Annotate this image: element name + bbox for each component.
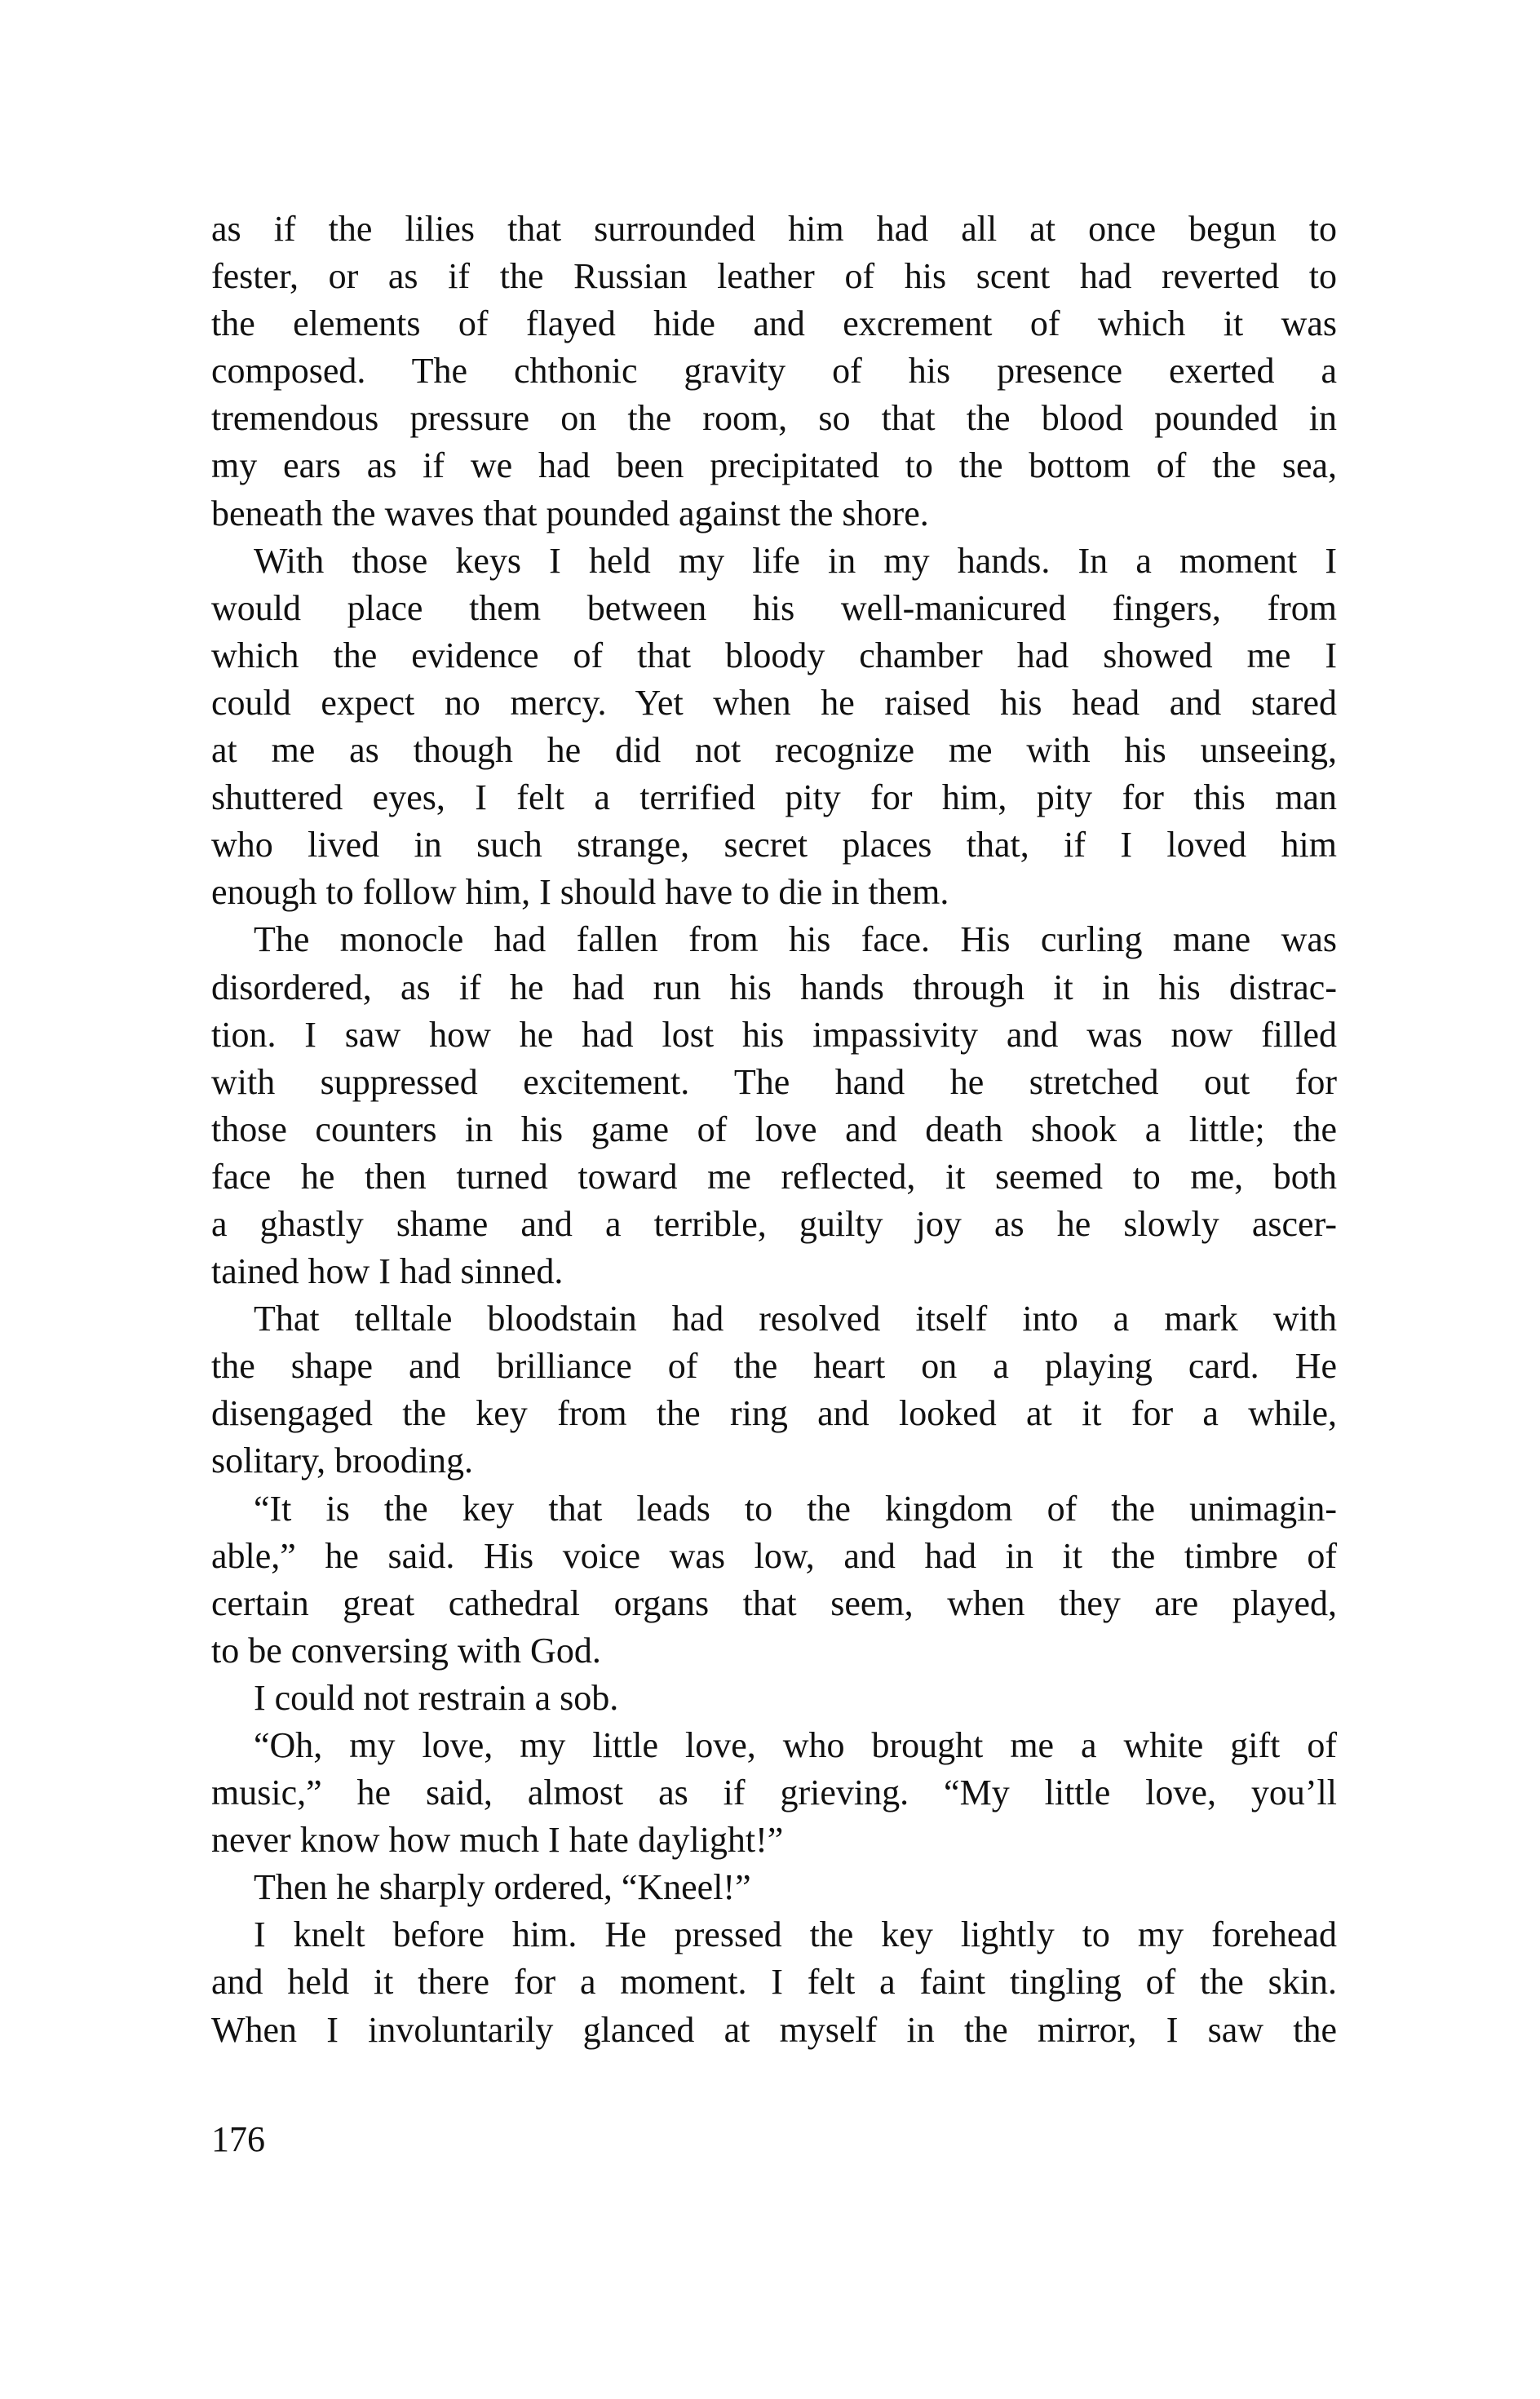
text-line: beneath the waves that pounded against the shore. xyxy=(211,493,929,533)
text-line: With those keys I held my life in my hands. In a moment I xyxy=(254,540,1337,581)
page-body-text xyxy=(211,206,1337,2054)
text-line: I could not restrain a sob. xyxy=(254,1677,619,1718)
text-line: music,” he said, almost as if grieving. “My little love, you’ll xyxy=(211,1773,1337,1813)
text-line: fester, or as if the Russian leather of his scent had reverted to xyxy=(211,256,1337,297)
text-line: tion. I saw how he had lost his impassivity and was now filled xyxy=(211,1014,1337,1055)
text-line: When I involuntarily glanced at myself in the mirror, I saw the xyxy=(211,2009,1337,2050)
text-line: with suppressed excitement. The hand he stretched out for xyxy=(211,1061,1337,1102)
page-number: 176 xyxy=(211,2119,265,2159)
text-line: solitary, brooding. xyxy=(211,1441,473,1481)
text-line: tremendous pressure on the room, so that the blood pounded in xyxy=(211,398,1337,439)
text-line: enough to follow him, I should have to die in them. xyxy=(211,872,949,913)
text-line: disordered, as if he had run his hands through it in his distrac- xyxy=(211,967,1337,1007)
paragraph xyxy=(211,1485,1337,1675)
paragraph xyxy=(211,916,1337,1295)
text-line: certain great cathedral organs that seem, when they are played, xyxy=(211,1582,1337,1623)
text-line: never know how much I hate daylight!” xyxy=(211,1820,784,1861)
text-line: and held it there for a moment. I felt a faint tingling of the skin. xyxy=(211,1962,1337,2003)
text-line: a ghastly shame and a terrible, guilty joy as he slowly ascer- xyxy=(211,1203,1337,1244)
paragraph xyxy=(211,1295,1337,1485)
text-line: the shape and brilliance of the heart on a playing card. He xyxy=(211,1346,1337,1387)
text-line: the elements of flayed hide and excrement of which it was xyxy=(211,303,1337,344)
paragraph xyxy=(211,1911,1337,2053)
text-line: shuttered eyes, I felt a terrified pity for him, pity for this man xyxy=(211,777,1337,818)
text-line: who lived in such strange, secret places that, if I loved him xyxy=(211,825,1337,865)
text-line: disengaged the key from the ring and looked at it for a while, xyxy=(211,1393,1337,1434)
text-line: The monocle had fallen from his face. His curling mane was xyxy=(254,919,1337,960)
text-line: Then he sharply ordered, “Kneel!” xyxy=(254,1867,751,1908)
text-line: tained how I had sinned. xyxy=(211,1251,564,1292)
text-line: “It is the key that leads to the kingdom of the unimagin- xyxy=(254,1488,1337,1529)
text-line: which the evidence of that bloody chamber had showed me I xyxy=(211,635,1337,675)
paragraph xyxy=(211,206,1337,538)
paragraph xyxy=(211,1864,1337,1911)
paragraph xyxy=(211,1722,1337,1864)
paragraph xyxy=(211,1675,1337,1722)
text-line: That telltale bloodstain had resolved itself into a mark with xyxy=(254,1299,1337,1339)
text-line: “Oh, my love, my little love, who brought me a white gift of xyxy=(254,1725,1337,1765)
paragraph xyxy=(211,538,1337,917)
text-line: face he then turned toward me reflected, it seemed to me, both xyxy=(211,1156,1337,1197)
text-line: could expect no mercy. Yet when he raised his head and stared xyxy=(211,682,1337,723)
text-line: those counters in his game of love and death shook a little; the xyxy=(211,1109,1337,1149)
text-line: to be conversing with God. xyxy=(211,1630,601,1671)
text-line: would place them between his well-manicured fingers, from xyxy=(211,587,1337,628)
text-line: as if the lilies that surrounded him had all at once begun to xyxy=(211,209,1337,249)
text-line: I knelt before him. He pressed the key lightly to my forehead xyxy=(254,1914,1337,1955)
text-line: composed. The chthonic gravity of his presence exerted a xyxy=(211,351,1337,392)
text-line: able,” he said. His voice was low, and had in it the timbre of xyxy=(211,1535,1337,1576)
text-line: at me as though he did not recognize me with his unseeing, xyxy=(211,730,1337,771)
text-line: my ears as if we had been precipitated to the bottom of the sea, xyxy=(211,445,1337,486)
